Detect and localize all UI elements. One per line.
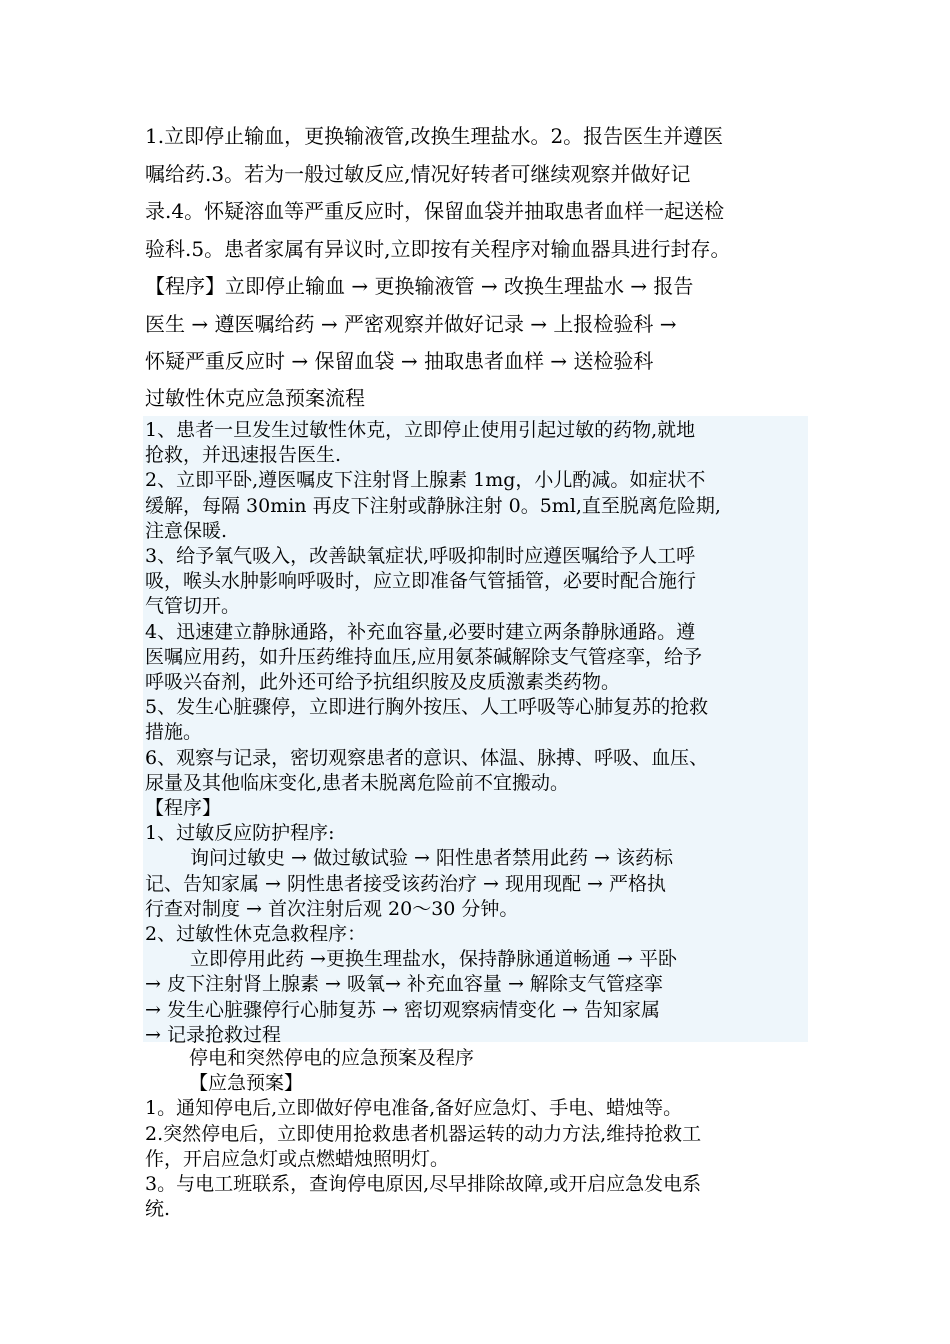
procedure-subheading: 2、过敏性休克急救程序： xyxy=(145,923,367,946)
procedure-line: 询问过敏史 → 做过敏试验 → 阳性患者禁用此药 → 该药标 xyxy=(190,847,673,870)
paragraph-line: 医嘱应用药，如升压药维持血压,应用氨茶碱解除支气管痉挛，给予 xyxy=(145,645,703,668)
paragraph-line: 统. xyxy=(145,1198,171,1221)
paragraph-line: 吸，喉头水肿影响呼吸时，应立即准备气管插管，必要时配合施行 xyxy=(145,570,697,593)
procedure-line: 立即停用此药 →更换生理盐水，保持静脉通道畅通 → 平卧 xyxy=(190,948,677,971)
paragraph-line: 1.立即停止输血，更换输液管,改换生理盐水。2。报告医生并遵医 xyxy=(145,124,724,148)
paragraph-line: 嘱给药.3。若为一般过敏反应,情况好转者可继续观察并做好记 xyxy=(145,161,691,186)
paragraph-line: 验科.5。患者家属有异议时,立即按有关程序对输血器具进行封存。 xyxy=(145,236,731,261)
anaphylactic-shock-section xyxy=(145,418,815,1048)
paragraph-line: 4、迅速建立静脉通路，补充血容量,必要时建立两条静脉通路。遵 xyxy=(145,620,696,643)
procedure-line: 行查对制度 → 首次注射后观 20～30 分钟。 xyxy=(145,897,519,920)
section-title: 过敏性休克应急预案流程 xyxy=(145,386,365,410)
paragraph-line: 3、给予氧气吸入，改善缺氧症状,呼吸抑制时应遵医嘱给予人工呼 xyxy=(145,545,696,568)
paragraph-line: 缓解，每隔 30min 再皮下注射或静脉注射 0。5ml,直至脱离危险期, xyxy=(145,494,721,517)
procedure-line: 医生 → 遵医嘱给药 → 严密观察并做好记录 → 上报检验科 → xyxy=(145,311,677,336)
procedure-line: → 皮下注射肾上腺素 → 吸氧→ 补充血容量 → 解除支气管痉挛 xyxy=(145,973,663,996)
power-outage-section xyxy=(145,1046,815,1222)
paragraph-line: 尿量及其他临床变化,患者未脱离危险前不宜搬动。 xyxy=(145,771,570,794)
procedure-line: 【程序】立即停止输血 → 更换输液管 → 改换生理盐水 → 报告 xyxy=(145,274,694,298)
procedure-line: 记、告知家属 → 阴性患者接受该药治疗 → 现用现配 → 严格执 xyxy=(145,872,666,895)
paragraph-line: 呼吸兴奋剂，此外还可给予抗组织胺及皮质激素类药物。 xyxy=(145,671,621,694)
paragraph-line: 措施。 xyxy=(145,721,203,744)
procedure-line: → 记录抢救过程 xyxy=(145,1023,281,1046)
paragraph-line: 6、观察与记录，密切观察患者的意识、体温、脉搏、呼吸、血压、 xyxy=(145,746,709,769)
paragraph-line: 2、立即平卧,遵医嘱皮下注射肾上腺素 1mg，小儿酌减。如症状不 xyxy=(145,469,706,492)
paragraph-line: 气管切开。 xyxy=(145,595,241,618)
procedure-subheading: 1、过敏反应防护程序: xyxy=(145,822,335,845)
paragraph-line: 录.4。怀疑溶血等严重反应时，保留血袋并抽取患者血样一起送检 xyxy=(145,199,725,223)
paragraph-line: 注意保暖. xyxy=(145,519,228,542)
paragraph-line: 1。通知停电后,立即做好停电准备,备好应急灯、手电、蜡烛等。 xyxy=(145,1097,683,1120)
section-title: 停电和突然停电的应急预案及程序 xyxy=(189,1047,475,1069)
paragraph-line: 3。与电工班联系，查询停电原因,尽早排除故障,或开启应急发电系 xyxy=(145,1173,702,1196)
procedure-line: 怀疑严重反应时 → 保留血袋 → 抽取患者血样 → 送检验科 xyxy=(145,349,654,373)
transfusion-reaction-section xyxy=(145,118,815,381)
procedure-heading: 【程序】 xyxy=(145,797,222,820)
paragraph-line: 抢救，并迅速报告医生. xyxy=(145,444,342,467)
procedure-line: → 发生心脏骤停行心肺复苏 → 密切观察病情变化 → 告知家属 xyxy=(145,998,660,1021)
anaphylaxis-heading xyxy=(145,384,815,412)
section-subtitle: 【应急预案】 xyxy=(189,1072,304,1095)
paragraph-line: 1、患者一旦发生过敏性休克，立即停止使用引起过敏的药物,就地 xyxy=(145,419,696,441)
paragraph-line: 5、发生心脏骤停，立即进行胸外按压、人工呼吸等心肺复苏的抢救 xyxy=(145,696,709,719)
paragraph-line: 2.突然停电后，立即使用抢救患者机器运转的动力方法,维持抢救工 xyxy=(145,1122,702,1145)
paragraph-line: 作，开启应急灯或点燃蜡烛照明灯。 xyxy=(145,1147,450,1170)
